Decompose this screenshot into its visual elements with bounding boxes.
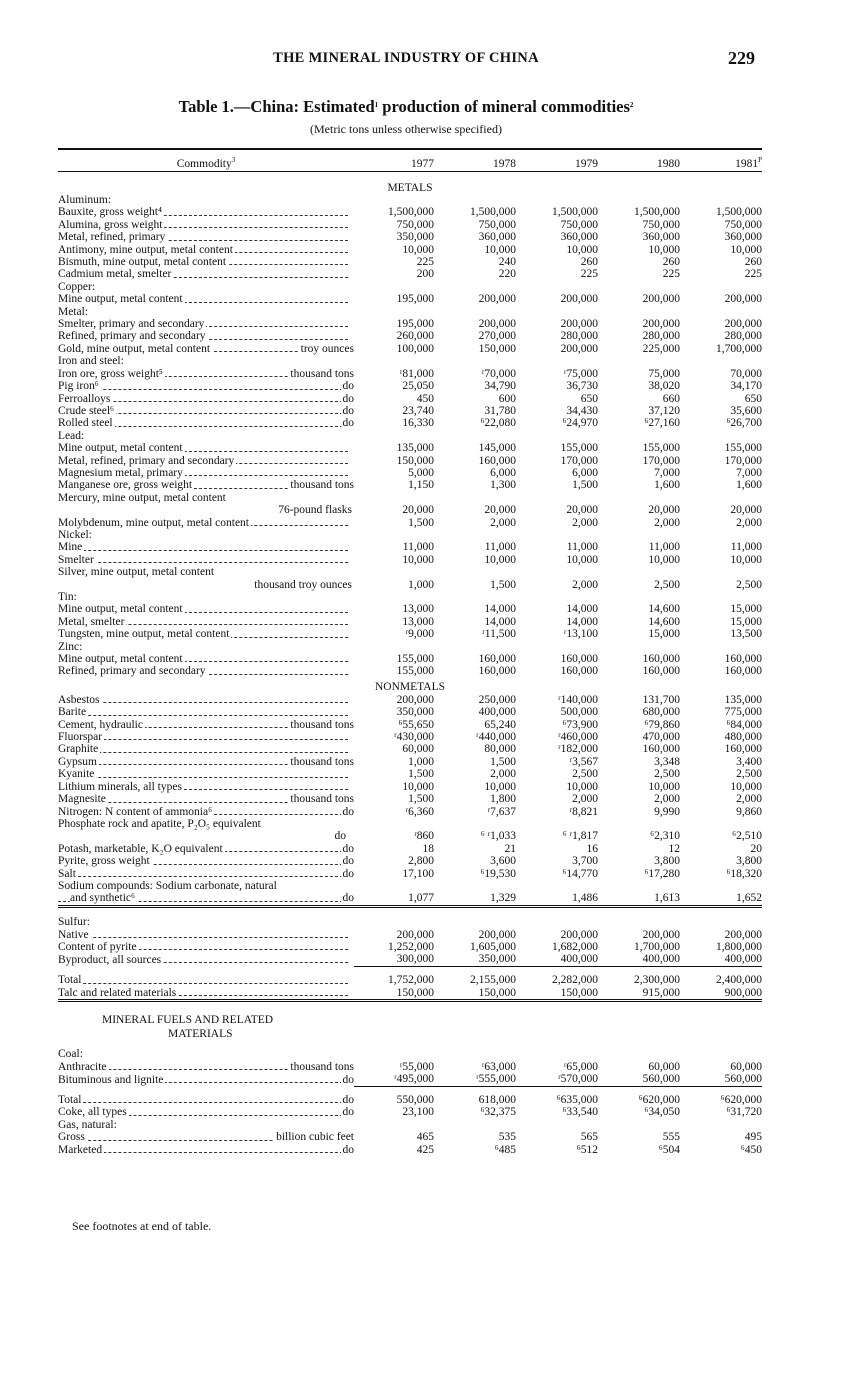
section-heading-metals: METALS — [387, 181, 433, 194]
table-row: Phosphate rock and apatite, P₂O₅ equivalent — [58, 817, 261, 830]
section-divider — [58, 906, 762, 916]
table-row: Metal, smelter 13,000 14,000 14,000 14,600 15,000 — [58, 615, 762, 628]
table-row: Refined, primary and secondary 260,000 270,000 280,000 280,000 280,000 — [58, 330, 762, 343]
table-row: Silver, mine output, metal content — [58, 566, 215, 579]
table-row: Marketed do 425 ⁶485 ⁶512 ⁶504 ⁶450 — [58, 1143, 762, 1156]
table-row: Zinc: — [58, 640, 83, 653]
table-row: Gypsum thousand tons 1,000 1,500 ʳ3,567 3,348 3,400 — [58, 755, 762, 768]
table-row: Byproduct, all sources 300,000 350,000 400,000 400,000 400,000 — [58, 953, 762, 966]
table-row: Mercury, mine output, metal content — [58, 491, 226, 504]
table-row: Coal: — [58, 1048, 83, 1061]
running-title: THE MINERAL INDUSTRY OF CHINA — [273, 50, 539, 66]
table-row: Content of pyrite 1,252,000 1,605,000 1,682,000 1,700,000 1,800,000 — [58, 941, 762, 954]
table-row: Lead: — [58, 429, 85, 442]
table-title — [0, 97, 812, 117]
table-row: Salt do 17,100 ⁶19,530 ⁶14,770 ⁶17,280 ⁶18,320 — [58, 867, 762, 880]
table-row: Magnesite thousand tons 1,500 1,800 2,000 2,000 2,000 — [58, 793, 762, 806]
title-footnote-1: 1 — [374, 101, 379, 109]
table-row: Crude steel⁶ do 23,740 31,780 34,430 37,120 35,600 — [58, 404, 762, 417]
table-row: Rolled steel do 16,330 ⁶22,080 ⁶24,970 ⁶27,160 ⁶26,700 — [58, 417, 762, 430]
table-row: Alumina, gross weight 750,000 750,000 750,000 750,000 750,000 — [58, 218, 762, 231]
table-row: Ferroalloys do 450 600 650 660 650 — [58, 392, 762, 405]
table-row: Gold, mine output, metal content troy ounces 100,000 150,000 200,000 225,000 1,700,000 — [58, 342, 762, 355]
column-header-1978: 1978 — [493, 157, 516, 170]
table-row: Nickel: — [58, 528, 92, 541]
table-row: Antimony, mine output, metal content 10,000 10,000 10,000 10,000 10,000 — [58, 243, 762, 256]
table-row: Cadmium metal, smelter 200 220 225 225 225 — [58, 268, 762, 281]
table-row: Talc and related materials 150,000 150,000 150,000 915,000 900,000 — [58, 986, 762, 999]
table-row: Fluorspar ʳ430,000 ʳ440,000 ʳ460,000 470,000 480,000 — [58, 731, 762, 744]
table-row: Coke, all types do 23,100 ⁶32,375 ⁶33,540 ⁶34,050 ⁶31,720 — [58, 1106, 762, 1119]
table-row: Bismuth, mine output, metal content 225 240 260 260 260 — [58, 256, 762, 269]
table-row: thousand troy ounces 1,000 1,500 2,000 2,500 2,500 — [254, 578, 762, 591]
table-row: Graphite 60,000 80,000 ʳ182,000 160,000 160,000 — [58, 743, 762, 756]
page-number: 229 — [728, 48, 755, 68]
table-row: do ʳ860 ⁶ ʳ1,033 ⁶ ʳ1,817 ⁶2,310 ⁶2,510 — [334, 830, 762, 843]
table-row: Tungsten, mine output, metal content ʳ9,000 ʳ11,500 ʳ13,100 15,000 13,500 — [58, 628, 762, 641]
section-heading-fuels: MINERAL FUELS AND RELATED — [102, 1014, 274, 1027]
table-row: Aluminum: — [58, 194, 112, 206]
table-row: 76-pound flasks 20,000 20,000 20,000 20,000 20,000 — [278, 504, 762, 517]
table-subtitle: (Metric tons unless otherwise specified) — [310, 122, 502, 136]
table-row: Bituminous and lignite do ʳ495,000 ʳ555,000 ʳ570,000 560,000 560,000 — [58, 1073, 762, 1086]
total-rule — [58, 1086, 762, 1094]
table-row: Smelter 10,000 10,000 10,000 10,000 10,000 — [58, 553, 762, 566]
table-title-text: Table 1.—China: Estimated — [178, 97, 375, 116]
table-row: Kyanite 1,500 2,000 2,500 2,500 2,500 — [58, 768, 762, 781]
table-row: Magnesium metal, primary 5,000 6,000 6,000 7,000 7,000 — [58, 466, 762, 479]
table-row: Gross billion cubic feet 465 535 565 555 495 — [58, 1131, 762, 1144]
table-row: Potash, marketable, K₂O equivalent do 18 21 16 12 20 — [58, 842, 762, 855]
table-row: Total 1,752,000 2,155,000 2,282,000 2,300,000 2,400,000 — [58, 974, 762, 987]
section-heading-nonmetals: NONMETALS — [375, 681, 445, 694]
table-title-mid: production of mineral commodities — [378, 97, 630, 116]
table-row: Pyrite, gross weight do 2,800 3,600 3,700 3,800 3,800 — [58, 855, 762, 868]
table-row: Manganese ore, gross weight thousand tons 1,150 1,300 1,500 1,600 1,600 — [58, 479, 762, 492]
column-header-1977: 1977 — [411, 157, 434, 170]
table-row: Asbestos 200,000 250,000 ʳ140,000 131,700 135,000 — [58, 693, 762, 706]
table-row: Barite 350,000 400,000 500,000 680,000 775,000 — [58, 706, 762, 719]
table-row: Lithium minerals, all types 10,000 10,000 10,000 10,000 10,000 — [58, 780, 762, 793]
table-row: Refined, primary and secondary 155,000 160,000 160,000 160,000 160,000 — [58, 665, 762, 678]
table-row: Iron and steel: — [58, 355, 124, 368]
title-footnote-2: 2 — [629, 101, 634, 109]
table-row: Mine output, metal content 13,000 14,000 14,000 14,600 15,000 — [58, 603, 762, 616]
table-row: Iron ore, gross weight⁵ thousand tons ʳ81,000 ʳ70,000 ʳ75,000 75,000 70,000 — [58, 367, 762, 380]
column-header-commodity: Commodity$^3$ — [176, 155, 236, 170]
column-header-1981: $1981^P$ — [735, 155, 762, 170]
running-header — [0, 50, 868, 72]
table-row: Sulfur: — [58, 916, 90, 929]
table-row: Anthracite thousand tons ʳ55,000 ʳ63,000 ʳ65,000 60,000 60,000 — [58, 1060, 762, 1073]
table-header-row — [58, 150, 762, 170]
table-row: Mine output, metal content 155,000 160,000 160,000 160,000 160,000 — [58, 653, 762, 666]
table-row: Bauxite, gross weight⁴ 1,500,000 1,500,000 1,500,000 1,500,000 1,500,000 — [58, 206, 762, 219]
table-row: Metal: — [58, 305, 89, 318]
column-header-1980: 1980 — [657, 157, 680, 170]
total-rule — [58, 966, 762, 974]
table-row: Pig iron⁶ do 25,050 34,790 36,730 38,020 34,170 — [58, 380, 762, 393]
table-row: Cement, hydraulic thousand tons ⁶55,650 65,240 ⁶73,900 ⁶79,860 ⁶84,000 — [58, 718, 762, 731]
section-heading-fuels-cont: MATERIALS — [168, 1028, 233, 1041]
table-row: Gas, natural: — [58, 1118, 117, 1131]
table-row: Native 200,000 200,000 200,000 200,000 200,000 — [58, 928, 762, 941]
table-row: Nitrogen: N content of ammonia⁶ do ʳ6,360 ʳ7,637 ʳ8,821 9,990 9,860 — [58, 805, 762, 818]
production-table — [58, 150, 762, 1156]
table-row: and synthetic⁶ do 1,077 1,329 1,486 1,613 1,652 — [58, 892, 762, 906]
table-row: Total do 550,000 618,000 ⁶635,000 ⁶620,000 ⁶620,000 — [58, 1094, 762, 1106]
table-row: Copper: — [58, 280, 96, 293]
table-row: Mine output, metal content 195,000 200,000 200,000 200,000 200,000 — [58, 293, 762, 306]
table-row: Mine 11,000 11,000 11,000 11,000 11,000 — [58, 541, 762, 554]
table-row: Tin: — [58, 591, 77, 603]
table-row: Metal, refined, primary 350,000 360,000 360,000 360,000 360,000 — [58, 231, 762, 244]
table-row: Mine output, metal content 135,000 145,000 155,000 155,000 155,000 — [58, 442, 762, 455]
table-row: Sodium compounds: Sodium carbonate, natural — [58, 879, 277, 892]
section-divider — [58, 1001, 762, 1013]
column-header-1979: 1979 — [575, 157, 598, 170]
table-row: Metal, refined, primary and secondary 150,000 160,000 170,000 170,000 170,000 — [58, 454, 762, 467]
table-footnote: See footnotes at end of table. — [72, 1219, 212, 1233]
table-row: Smelter, primary and secondary 195,000 200,000 200,000 200,000 200,000 — [58, 318, 762, 331]
table-row: Molybdenum, mine output, metal content 1,500 2,000 2,000 2,000 2,000 — [58, 516, 762, 529]
